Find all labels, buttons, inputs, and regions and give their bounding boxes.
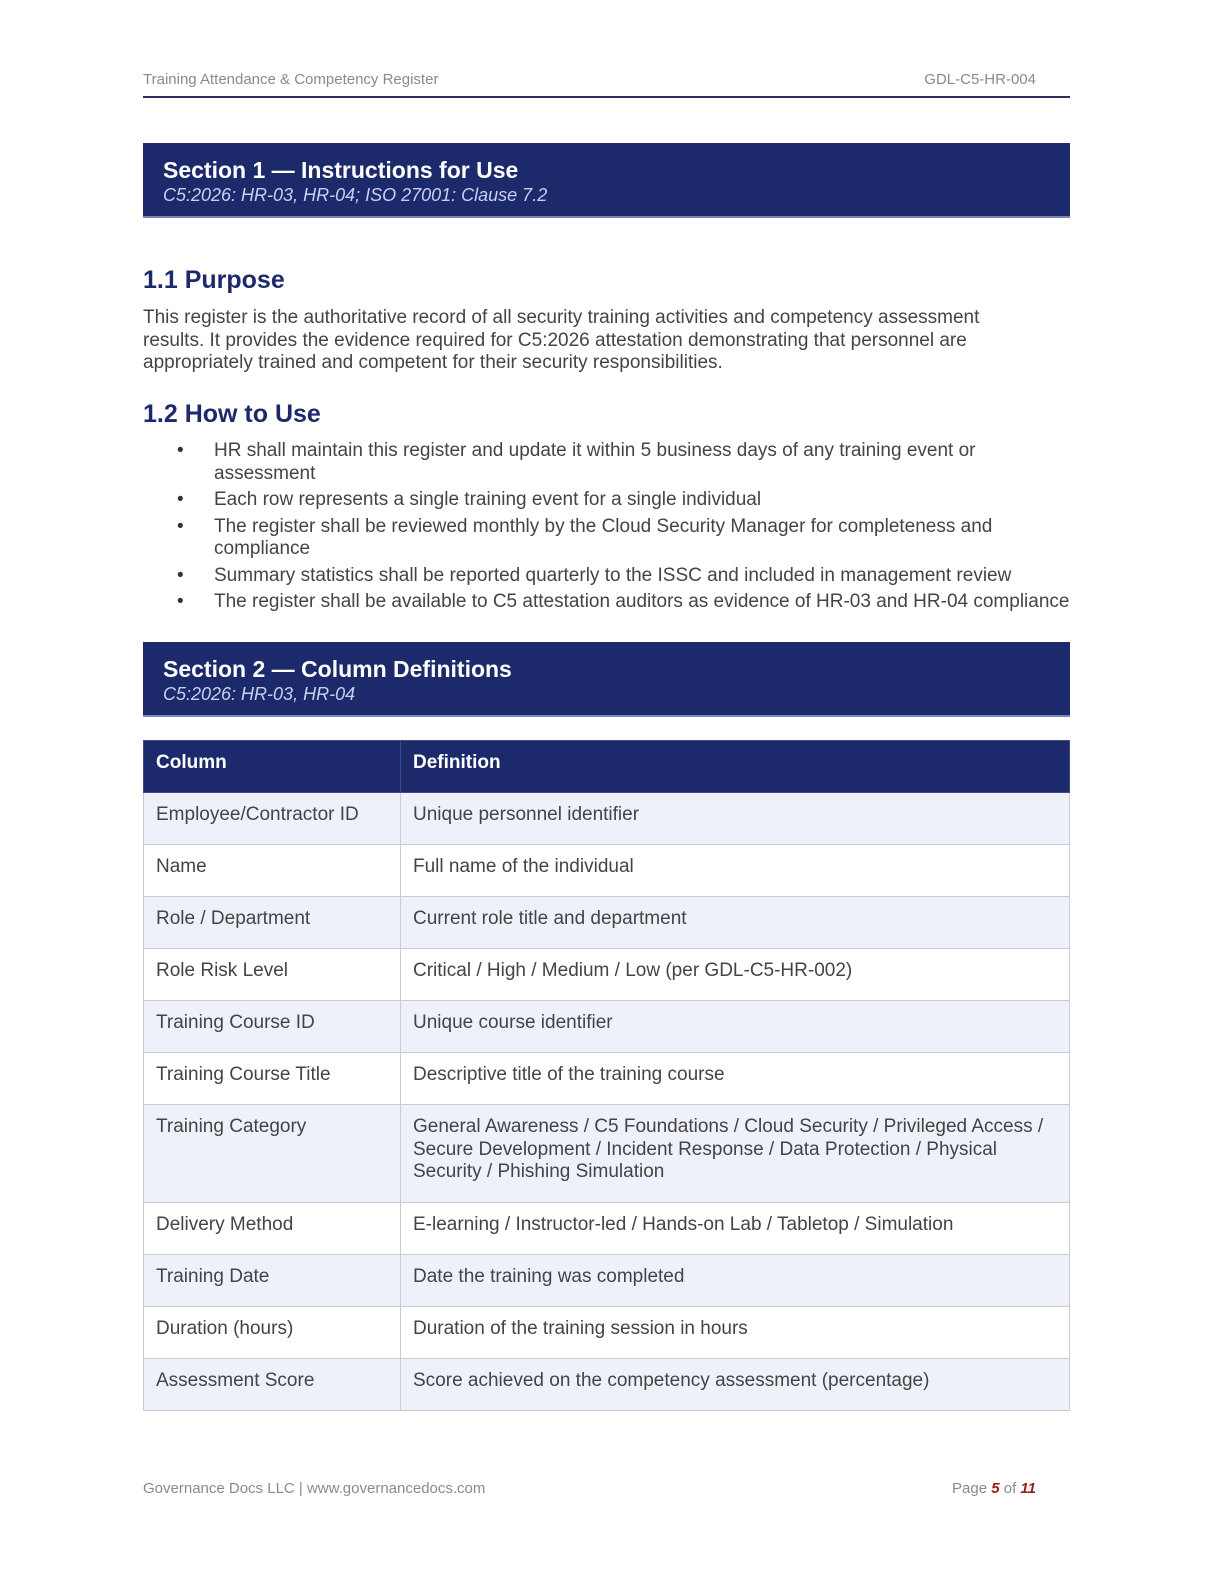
column-name-cell: Training Course ID: [144, 1001, 401, 1053]
bullet-icon: •: [177, 489, 184, 510]
list-item-text: The register shall be available to C5 attestation auditors as evidence of HR-03 and HR-04 compliance: [214, 591, 1070, 612]
section-1-title: Section 1 — Instructions for Use: [163, 157, 519, 183]
list-item: [143, 440, 1070, 485]
definition-cell: Unique course identifier: [401, 1001, 1070, 1053]
column-name-cell: Training Category: [144, 1105, 401, 1203]
bullet-icon: •: [177, 440, 184, 461]
definition-cell: Date the training was completed: [401, 1255, 1070, 1307]
page-indicator: [952, 1480, 1036, 1497]
table-row: [144, 1053, 1070, 1105]
list-item-text: Summary statistics shall be reported quarterly to the ISSC and included in management review: [214, 564, 1012, 586]
column-name-cell: Training Date: [144, 1255, 401, 1307]
page-label: Page: [952, 1480, 988, 1497]
document-title: Training Attendance & Competency Register: [143, 71, 439, 88]
list-item: [143, 516, 1070, 561]
table-row: [144, 793, 1070, 845]
table-row: [144, 1255, 1070, 1307]
of-label: of: [1003, 1480, 1017, 1497]
page-total: 11: [1020, 1480, 1036, 1497]
page-current: 5: [991, 1480, 1000, 1497]
column-name-cell: Role Risk Level: [144, 949, 401, 1001]
column-name-cell: Name: [144, 845, 401, 897]
list-item: [143, 565, 1070, 588]
definition-cell: Critical / High / Medium / Low (per GDL-C5-HR-002): [401, 949, 1070, 1001]
list-item-text: The register shall be reviewed monthly by the Cloud Security Manager for completeness and compliance: [214, 515, 993, 559]
list-item-text: Each row represents a single training event for a single individual: [214, 489, 762, 510]
table-row: [144, 1105, 1070, 1203]
purpose-heading: 1.1 Purpose: [143, 266, 285, 294]
definition-cell: Current role title and department: [401, 897, 1070, 949]
definition-cell: Duration of the training session in hours: [401, 1307, 1070, 1359]
table-row: [144, 845, 1070, 897]
purpose-text: This register is the authoritative record of all security training activities and competency assessment results. It provides the evidence required for C5:2026 attestation demonstrating that personnel are appropriately trained and competent for their security responsibilities.: [143, 307, 980, 373]
column-name-cell: Duration (hours): [144, 1307, 401, 1359]
bullet-icon: •: [177, 515, 184, 537]
definition-cell: General Awareness / C5 Foundations / Cloud Security / Privileged Access / Secure Development / Incident Response / Data Protection / Physical Security / Phishing Simulation: [401, 1105, 1070, 1203]
header-definition: Definition: [401, 741, 1070, 793]
bullet-icon: •: [177, 591, 184, 612]
section-2-subtitle: C5:2026: HR-03, HR-04: [163, 684, 356, 704]
column-name-cell: Assessment Score: [144, 1359, 401, 1411]
list-item: [143, 489, 1070, 512]
table-row: [144, 1307, 1070, 1359]
column-name-cell: Training Course Title: [144, 1053, 401, 1105]
section-1-banner: [143, 143, 1070, 218]
column-definitions-table: [143, 740, 1070, 1411]
page-header: [143, 70, 1070, 98]
table-row: [144, 1001, 1070, 1053]
bullet-icon: •: [177, 564, 184, 586]
column-name-cell: Delivery Method: [144, 1203, 401, 1255]
list-item-text: HR shall maintain this register and update it within 5 business days of any training event or assessment: [214, 440, 976, 484]
column-name-cell: Employee/Contractor ID: [144, 793, 401, 845]
table-row: [144, 1359, 1070, 1411]
definition-cell: Full name of the individual: [401, 845, 1070, 897]
table-header-row: [144, 741, 1070, 793]
how-to-use-list: [143, 440, 1070, 618]
footer-company: Governance Docs LLC | www.governancedocs.com: [143, 1480, 486, 1497]
document-id: GDL-C5-HR-004: [924, 71, 1036, 88]
definition-cell: Descriptive title of the training course: [401, 1053, 1070, 1105]
how-to-use-heading: 1.2 How to Use: [143, 400, 321, 428]
table-row: [144, 897, 1070, 949]
section-2-title: Section 2 — Column Definitions: [163, 656, 512, 682]
section-1-subtitle: C5:2026: HR-03, HR-04; ISO 27001: Clause 7.2: [163, 185, 548, 205]
definition-cell: Unique personnel identifier: [401, 793, 1070, 845]
definition-cell: Score achieved on the competency assessment (percentage): [401, 1359, 1070, 1411]
list-item: [143, 591, 1070, 614]
table-row: [144, 949, 1070, 1001]
column-name-cell: Role / Department: [144, 897, 401, 949]
definition-cell: E-learning / Instructor-led / Hands-on Lab / Tabletop / Simulation: [401, 1203, 1070, 1255]
table-row: [144, 1203, 1070, 1255]
section-2-banner: [143, 642, 1070, 717]
header-column: Column: [144, 741, 401, 793]
page-footer: [143, 1480, 1070, 1497]
